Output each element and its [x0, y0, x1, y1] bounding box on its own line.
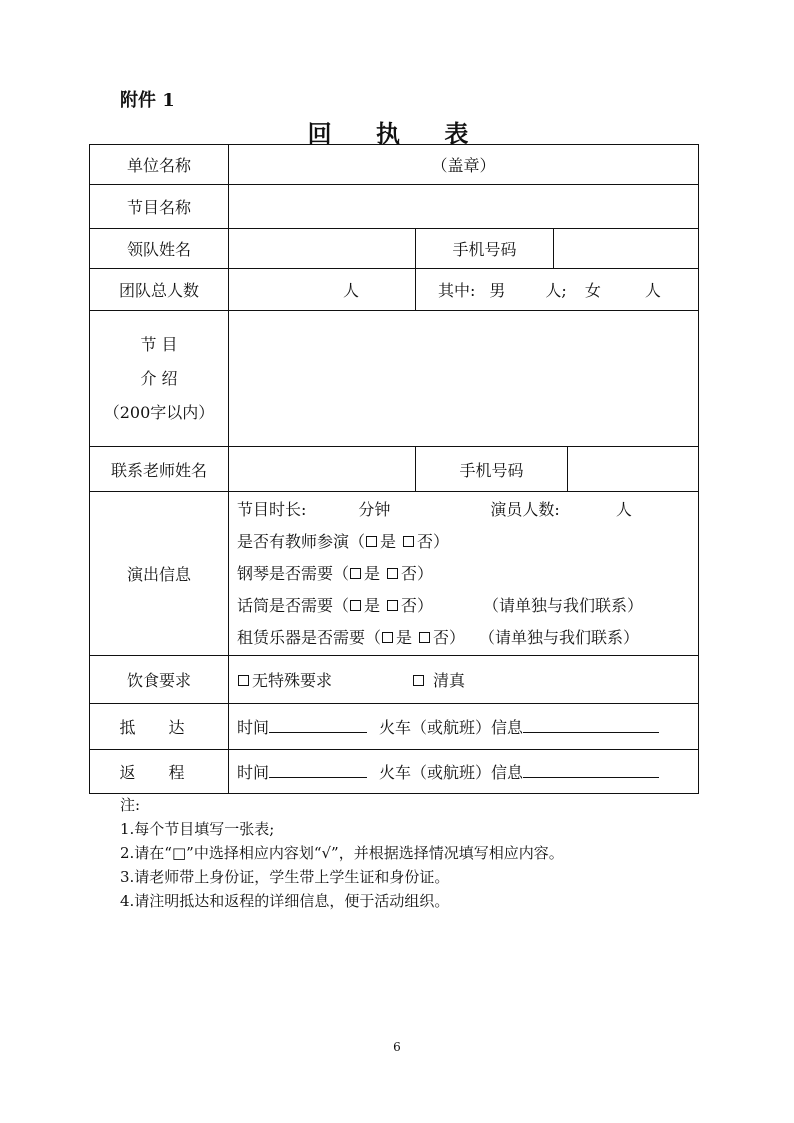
teacher-perform-line — [237, 526, 692, 558]
microphone-contact-note: （请单独与我们联系） — [483, 595, 644, 615]
teacher-perform-no-checkbox[interactable] — [403, 536, 414, 547]
intro-line-1: 节 目 — [140, 334, 178, 354]
arrival-label: 抵 达 — [90, 704, 229, 750]
instrument-question: 租赁乐器是否需要（ — [237, 627, 382, 647]
instrument-no-checkbox[interactable] — [419, 632, 430, 643]
microphone-yes-label: 是 — [364, 595, 381, 615]
arrival-time-input[interactable] — [269, 716, 367, 733]
performance-info-label: 演出信息 — [90, 492, 229, 656]
piano-no-checkbox[interactable] — [387, 568, 398, 579]
row-diet — [90, 656, 699, 704]
microphone-yes-checkbox[interactable] — [350, 600, 361, 611]
teacher-perform-no-label: 否） — [417, 531, 450, 551]
return-field — [229, 750, 699, 794]
female-label: 女 — [584, 281, 601, 300]
piano-line — [237, 558, 692, 590]
team-total-unit: 人 — [342, 281, 359, 300]
duration-label: 节目时长: — [237, 499, 307, 519]
performance-info-field — [229, 492, 699, 656]
leader-phone-label: 手机号码 — [416, 229, 554, 269]
note-item: 3.请老师带上身份证，学生带上学生证和身份证。 — [120, 868, 450, 886]
program-name-field[interactable] — [229, 185, 699, 229]
microphone-no-label: 否） — [401, 595, 434, 615]
of-which-label: 其中: — [438, 281, 476, 300]
male-label: 男 — [489, 281, 506, 300]
attachment-label: 附件 1 — [120, 90, 175, 111]
return-label: 返 程 — [90, 750, 229, 794]
row-program — [90, 185, 699, 229]
diet-halal-checkbox[interactable] — [413, 675, 424, 686]
leader-name-label: 领队姓名 — [90, 229, 229, 269]
piano-yes-label: 是 — [364, 563, 381, 583]
microphone-no-checkbox[interactable] — [387, 600, 398, 611]
row-leader — [90, 229, 699, 269]
row-unit — [90, 145, 699, 185]
note-item: 1.每个节目填写一张表; — [120, 820, 275, 838]
microphone-line — [237, 590, 692, 622]
duration-line — [237, 494, 692, 526]
diet-none-label: 无特殊要求 — [252, 671, 333, 690]
intro-line-3: （200字以内） — [103, 402, 215, 422]
seal-note: （盖章） — [431, 156, 496, 175]
teacher-perform-question: 是否有教师参演（ — [237, 531, 366, 551]
diet-none-checkbox[interactable] — [238, 675, 249, 686]
teacher-name-label: 联系老师姓名 — [90, 447, 229, 492]
instrument-yes-checkbox[interactable] — [382, 632, 393, 643]
piano-question: 钢琴是否需要（ — [237, 563, 350, 583]
teacher-phone-cell — [416, 447, 699, 492]
minutes-unit: 分钟 — [358, 499, 391, 519]
row-arrival — [90, 704, 699, 750]
program-name-label: 节目名称 — [90, 185, 229, 229]
female-unit: 人 — [644, 281, 661, 300]
row-return — [90, 750, 699, 794]
notes-heading: 注: — [120, 796, 141, 814]
leader-phone-field[interactable] — [554, 229, 699, 269]
return-transport-label: 火车（或航班）信息 — [379, 763, 524, 782]
return-transport-input[interactable] — [523, 761, 659, 778]
return-time-input[interactable] — [269, 761, 367, 778]
microphone-question: 话筒是否需要（ — [237, 595, 350, 615]
row-intro — [90, 311, 699, 447]
male-unit: 人; — [545, 281, 567, 300]
note-item: 2.请在“□”中选择相应内容划“√”，并根据选择情况填写相应内容。 — [120, 844, 564, 862]
unit-name-label: 单位名称 — [90, 145, 229, 185]
program-intro-field[interactable] — [229, 311, 699, 447]
receipt-form-table — [89, 144, 699, 794]
page-number: 6 — [393, 1040, 401, 1054]
teacher-perform-yes-checkbox[interactable] — [366, 536, 377, 547]
arrival-field — [229, 704, 699, 750]
piano-no-label: 否） — [401, 563, 434, 583]
leader-name-field[interactable] — [229, 229, 416, 269]
program-intro-label — [90, 311, 229, 447]
diet-halal-label: 清真 — [433, 671, 466, 690]
diet-label: 饮食要求 — [90, 656, 229, 704]
row-team — [90, 269, 699, 311]
actor-count-unit: 人 — [615, 499, 632, 519]
unit-name-field[interactable] — [229, 145, 699, 185]
return-time-label: 时间 — [237, 763, 270, 782]
piano-yes-checkbox[interactable] — [350, 568, 361, 579]
actor-count-label: 演员人数: — [490, 499, 560, 519]
intro-line-2: 介 绍 — [140, 368, 178, 388]
row-teacher — [90, 447, 699, 492]
arrival-time-label: 时间 — [237, 718, 270, 737]
instrument-yes-label: 是 — [396, 627, 413, 647]
team-breakdown-field[interactable] — [416, 269, 699, 311]
teacher-perform-yes-label: 是 — [380, 531, 397, 551]
instrument-no-label: 否） — [433, 627, 466, 647]
team-total-label: 团队总人数 — [90, 269, 229, 311]
teacher-phone-field[interactable] — [567, 447, 698, 491]
note-item: 4.请注明抵达和返程的详细信息，便于活动组织。 — [120, 892, 450, 910]
row-performance — [90, 492, 699, 656]
diet-field — [229, 656, 699, 704]
teacher-name-field[interactable] — [229, 447, 416, 492]
teacher-phone-label: 手机号码 — [459, 460, 524, 480]
instrument-line — [237, 622, 692, 654]
notes-section — [120, 793, 564, 913]
arrival-transport-input[interactable] — [523, 716, 659, 733]
form-title: 回 执 表 — [307, 119, 487, 148]
instrument-contact-note: （请单独与我们联系） — [479, 627, 640, 647]
arrival-transport-label: 火车（或航班）信息 — [379, 718, 524, 737]
team-total-field[interactable] — [229, 269, 416, 311]
